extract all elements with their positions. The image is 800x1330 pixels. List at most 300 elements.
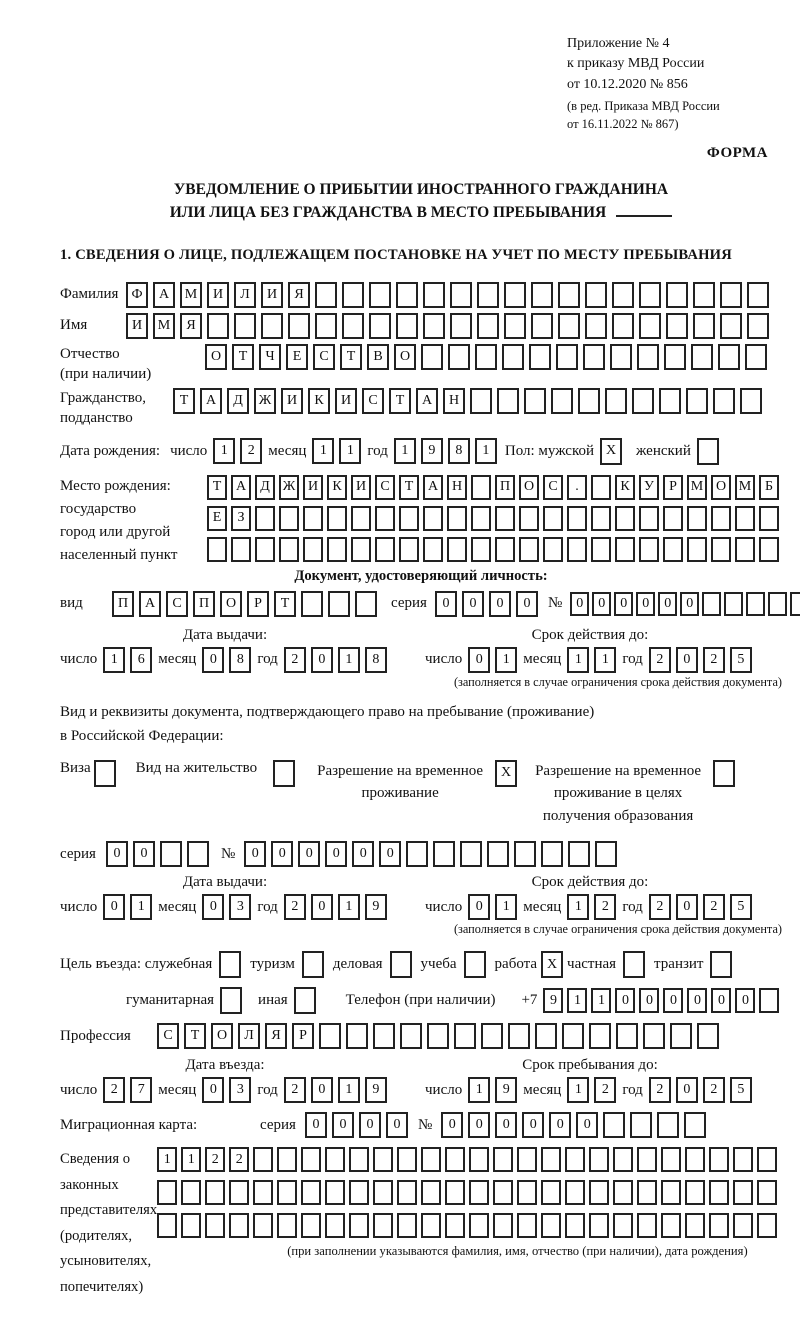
char-cell (157, 1213, 177, 1238)
doc-valid-until-heading: Срок действия до: (531, 626, 649, 643)
char-cell (663, 537, 683, 562)
char-cell: 0 (614, 592, 633, 616)
res-series-label: серия (60, 845, 96, 862)
char-cell: И (281, 388, 303, 414)
char-cell (691, 344, 713, 370)
header-line: Приложение № 4 (567, 36, 670, 51)
char-cell (693, 313, 715, 339)
char-cell: Б (759, 475, 779, 500)
char-cell (406, 841, 428, 867)
char-cell: 2 (284, 1077, 306, 1103)
char-cell (508, 1023, 530, 1049)
char-cell (567, 537, 587, 562)
char-cell (277, 1180, 297, 1205)
char-cell (253, 1147, 273, 1172)
doc-number-boxes (570, 592, 800, 616)
char-cell: 0 (639, 988, 659, 1013)
char-cell (351, 537, 371, 562)
char-cell: 0 (576, 1112, 598, 1138)
doc-kind-label: вид (60, 595, 83, 612)
char-cell: 0 (133, 841, 155, 867)
char-cell: А (139, 591, 161, 617)
char-cell (493, 1180, 513, 1205)
char-cell: Л (234, 282, 256, 308)
char-cell (603, 1112, 625, 1138)
char-cell (373, 1180, 393, 1205)
char-cell: 0 (658, 592, 677, 616)
char-cell (301, 1147, 321, 1172)
char-cell (657, 1112, 679, 1138)
char-cell (319, 1023, 341, 1049)
char-cell (346, 1023, 368, 1049)
char-cell (591, 537, 611, 562)
char-cell: 1 (338, 1077, 360, 1103)
char-cell (493, 1213, 513, 1238)
char-cell: Н (443, 388, 465, 414)
char-cell (390, 951, 412, 978)
char-cell: 1 (181, 1147, 201, 1172)
residence-permit-checkbox (273, 760, 295, 787)
char-cell (261, 313, 283, 339)
char-cell: 1 (103, 647, 125, 673)
char-cell (613, 1147, 633, 1172)
char-cell: Т (173, 388, 195, 414)
header-line: от 10.12.2020 № 856 (567, 76, 688, 92)
char-cell: 2 (649, 894, 671, 920)
char-cell (670, 1023, 692, 1049)
char-cell: 0 (735, 988, 755, 1013)
char-cell: 1 (567, 647, 589, 673)
char-cell (315, 282, 337, 308)
stay-until-heading: Срок пребывания до: (522, 1057, 658, 1074)
char-cell (433, 841, 455, 867)
char-cell (713, 760, 735, 787)
char-cell (558, 313, 580, 339)
res-series-boxes (106, 841, 209, 867)
char-cell (325, 1213, 345, 1238)
citizenship-label: Гражданство, подданство (60, 390, 147, 427)
doc-valid-note: (заполняется в случае ограничения срока действия документа) (453, 674, 782, 689)
char-cell: 0 (636, 592, 655, 616)
purpose-other-label: иная (258, 992, 288, 1009)
char-cell: 1 (567, 988, 587, 1013)
char-cell: 7 (130, 1077, 152, 1103)
res-valid-year-boxes (649, 894, 752, 920)
doc-number-label: № (547, 595, 563, 612)
char-cell (757, 1147, 777, 1172)
char-cell: Д (227, 388, 249, 414)
sex-female-label: женский (636, 442, 691, 459)
char-cell (747, 282, 769, 308)
char-cell: . (567, 475, 587, 500)
char-cell: 0 (489, 591, 511, 617)
char-cell (471, 506, 491, 531)
char-cell (471, 475, 491, 500)
char-cell (702, 592, 721, 616)
char-cell (487, 841, 509, 867)
char-cell (591, 506, 611, 531)
temp-residence-label: Разрешение на временное проживание (317, 762, 484, 802)
char-cell: М (735, 475, 755, 500)
char-cell: С (543, 475, 563, 500)
char-cell: 8 (229, 647, 251, 673)
char-cell (589, 1180, 609, 1205)
residence-doc-text: Вид и реквизиты документа, подтверждающего право на пребывание (проживание) в Российской Федерации: (60, 703, 595, 744)
char-cell (231, 537, 251, 562)
doc-series-boxes (435, 591, 538, 617)
char-cell: С (166, 591, 188, 617)
char-cell (342, 313, 364, 339)
birth-month-boxes (312, 438, 361, 464)
char-cell: Е (207, 506, 227, 531)
char-cell (475, 344, 497, 370)
name-boxes (126, 313, 769, 339)
char-cell: 1 (591, 988, 611, 1013)
doc-issue-day-boxes (103, 647, 152, 673)
char-cell: В (367, 344, 389, 370)
char-cell (615, 506, 635, 531)
char-cell (397, 1180, 417, 1205)
char-cell: С (157, 1023, 179, 1049)
purpose-transit-checkbox (710, 951, 732, 978)
doc-issue-month-boxes (202, 647, 251, 673)
char-cell (229, 1180, 249, 1205)
char-cell: К (615, 475, 635, 500)
phone-prefix: +7 (521, 992, 538, 1009)
char-cell (288, 313, 310, 339)
doc-issue-date-heading: Дата выдачи: (182, 626, 268, 643)
char-cell (445, 1147, 465, 1172)
char-cell (181, 1180, 201, 1205)
char-cell: Ч (259, 344, 281, 370)
char-cell (711, 537, 731, 562)
char-cell: 0 (332, 1112, 354, 1138)
purpose-row (60, 951, 782, 978)
month-label: месяц (268, 442, 307, 459)
char-cell: С (362, 388, 384, 414)
char-cell (469, 1147, 489, 1172)
res-issue-date-heading: Дата выдачи: (182, 874, 268, 891)
char-cell: 2 (703, 1077, 725, 1103)
char-cell (768, 592, 787, 616)
char-cell (301, 1213, 321, 1238)
char-cell: 0 (352, 841, 374, 867)
char-cell (301, 1180, 321, 1205)
char-cell (595, 841, 617, 867)
mc-series-boxes (305, 1112, 408, 1138)
char-cell: З (231, 506, 251, 531)
char-cell (697, 1023, 719, 1049)
char-cell: Т (184, 1023, 206, 1049)
char-cell (565, 1180, 585, 1205)
char-cell (565, 1213, 585, 1238)
doc-issue-year-boxes (284, 647, 387, 673)
res-issue-year-boxes (284, 894, 387, 920)
char-cell: 0 (202, 1077, 224, 1103)
char-cell (294, 987, 316, 1014)
char-cell: 0 (592, 592, 611, 616)
char-cell (400, 1023, 422, 1049)
char-cell (685, 1147, 705, 1172)
birth-place-labels: Место рождения: государство город или другой населенный пункт (60, 477, 178, 564)
char-cell: 0 (244, 841, 266, 867)
char-cell: 3 (229, 894, 251, 920)
char-cell (643, 1023, 665, 1049)
char-cell (517, 1213, 537, 1238)
char-cell: 1 (567, 894, 589, 920)
char-cell (301, 591, 323, 617)
char-cell: 0 (103, 894, 125, 920)
char-cell (423, 313, 445, 339)
char-cell: С (375, 475, 395, 500)
char-cell: 2 (703, 894, 725, 920)
char-cell: 0 (325, 841, 347, 867)
char-cell (450, 313, 472, 339)
char-cell: А (231, 475, 251, 500)
char-cell: 1 (157, 1147, 177, 1172)
char-cell (423, 282, 445, 308)
char-cell: О (211, 1023, 233, 1049)
char-cell: 0 (680, 592, 699, 616)
char-cell (421, 1180, 441, 1205)
char-cell (421, 1147, 441, 1172)
identity-doc-heading: Документ, удостоверяющий личность: (294, 567, 548, 584)
char-cell (630, 1112, 652, 1138)
char-cell (639, 537, 659, 562)
stay-year-boxes (649, 1077, 752, 1103)
char-cell: 0 (202, 894, 224, 920)
char-cell (613, 1213, 633, 1238)
char-cell: А (416, 388, 438, 414)
char-cell (637, 1147, 657, 1172)
surname-label: Фамилия (60, 286, 119, 303)
char-cell: 1 (394, 438, 416, 464)
purpose-transit-label: транзит (654, 956, 704, 973)
char-cell (445, 1180, 465, 1205)
char-cell (562, 1023, 584, 1049)
char-cell: Л (238, 1023, 260, 1049)
form-title-line1: УВЕДОМЛЕНИЕ О ПРИБЫТИИ ИНОСТРАННОГО ГРАЖДАНИНА (173, 181, 669, 199)
char-cell: А (200, 388, 222, 414)
char-cell (529, 344, 551, 370)
char-cell: 8 (448, 438, 470, 464)
char-cell (740, 388, 762, 414)
char-cell: 1 (567, 1077, 589, 1103)
char-cell: 0 (202, 647, 224, 673)
char-cell: 2 (649, 1077, 671, 1103)
char-cell: 1 (339, 438, 361, 464)
char-cell: П (112, 591, 134, 617)
char-cell: Ж (254, 388, 276, 414)
char-cell: О (519, 475, 539, 500)
char-cell (397, 1147, 417, 1172)
char-cell: Т (274, 591, 296, 617)
char-cell (543, 537, 563, 562)
char-cell: 0 (495, 1112, 517, 1138)
char-cell: 0 (359, 1112, 381, 1138)
char-cell: 0 (570, 592, 589, 616)
char-cell (205, 1213, 225, 1238)
char-cell: 0 (676, 1077, 698, 1103)
char-cell (349, 1180, 369, 1205)
char-cell (585, 313, 607, 339)
char-cell (517, 1147, 537, 1172)
char-cell (369, 282, 391, 308)
year-label: год (367, 442, 388, 459)
char-cell (616, 1023, 638, 1049)
stay-month-boxes (567, 1077, 616, 1103)
char-cell (613, 1180, 633, 1205)
char-cell: К (327, 475, 347, 500)
char-cell: 2 (594, 894, 616, 920)
char-cell (567, 506, 587, 531)
char-cell (591, 475, 611, 500)
entry-month-boxes (202, 1077, 251, 1103)
char-cell (612, 282, 634, 308)
char-cell: Р (663, 475, 683, 500)
char-cell (460, 841, 482, 867)
char-cell (637, 1180, 657, 1205)
char-cell: 5 (730, 894, 752, 920)
char-cell (747, 313, 769, 339)
char-cell (187, 841, 209, 867)
char-cell: С (313, 344, 335, 370)
char-cell (328, 591, 350, 617)
char-cell (661, 1147, 681, 1172)
char-cell (661, 1180, 681, 1205)
purpose-tourism-checkbox (302, 951, 324, 978)
char-cell (685, 1180, 705, 1205)
char-cell (423, 506, 443, 531)
char-cell (663, 506, 683, 531)
char-cell (229, 1213, 249, 1238)
char-cell: 0 (271, 841, 293, 867)
char-cell: 2 (284, 894, 306, 920)
char-cell: И (207, 282, 229, 308)
char-cell (396, 313, 418, 339)
char-cell: Т (340, 344, 362, 370)
char-cell (639, 282, 661, 308)
char-cell: 0 (106, 841, 128, 867)
char-cell (610, 344, 632, 370)
char-cell (718, 344, 740, 370)
char-cell (790, 592, 800, 616)
char-cell (558, 282, 580, 308)
char-cell (375, 506, 395, 531)
char-cell (664, 344, 686, 370)
char-cell (220, 987, 242, 1014)
char-cell (427, 1023, 449, 1049)
char-cell: Т (389, 388, 411, 414)
purpose-tourism-label: туризм (250, 956, 295, 973)
char-cell (639, 506, 659, 531)
char-cell (349, 1213, 369, 1238)
guardians-labels: Сведения о законных представителях (родителях, усыновителях, попечителях) (60, 1151, 158, 1295)
char-cell: М (153, 313, 175, 339)
mc-number-boxes (441, 1112, 706, 1138)
char-cell (277, 1147, 297, 1172)
char-cell (639, 313, 661, 339)
char-cell: 1 (468, 1077, 490, 1103)
char-cell: 2 (229, 1147, 249, 1172)
char-cell: 8 (365, 647, 387, 673)
char-cell: И (335, 388, 357, 414)
profession-label: Профессия (60, 1027, 131, 1044)
char-cell (720, 313, 742, 339)
char-cell (687, 506, 707, 531)
purpose-work-label: работа (494, 956, 538, 973)
char-cell (94, 760, 116, 787)
char-cell (355, 591, 377, 617)
char-cell (514, 841, 536, 867)
char-cell: Ж (279, 475, 299, 500)
char-cell (234, 313, 256, 339)
birth-year-boxes (394, 438, 497, 464)
char-cell (531, 282, 553, 308)
char-cell: 9 (543, 988, 563, 1013)
char-cell (759, 537, 779, 562)
char-cell: Е (286, 344, 308, 370)
char-cell (759, 988, 779, 1013)
res-valid-until-heading: Срок действия до: (531, 874, 649, 891)
char-cell: X (495, 760, 517, 787)
sex-male-label: Пол: мужской (504, 442, 595, 459)
phone-row (60, 987, 782, 1014)
char-cell (181, 1213, 201, 1238)
char-cell (469, 1213, 489, 1238)
entry-year-boxes (284, 1077, 387, 1103)
char-cell (302, 951, 324, 978)
char-cell (623, 951, 645, 978)
char-cell (342, 282, 364, 308)
char-cell: 2 (649, 647, 671, 673)
char-cell: 9 (421, 438, 443, 464)
char-cell: О (394, 344, 416, 370)
char-cell: 1 (213, 438, 235, 464)
char-cell (495, 506, 515, 531)
char-cell (697, 438, 719, 465)
char-cell (565, 1147, 585, 1172)
char-cell (543, 506, 563, 531)
char-cell: 2 (103, 1077, 125, 1103)
char-cell: 5 (730, 1077, 752, 1103)
char-cell: 0 (676, 647, 698, 673)
char-cell (207, 313, 229, 339)
char-cell: 0 (468, 894, 490, 920)
char-cell (303, 506, 323, 531)
char-cell (757, 1213, 777, 1238)
char-cell (693, 282, 715, 308)
char-cell: Я (288, 282, 310, 308)
char-cell (445, 1213, 465, 1238)
char-cell (375, 537, 395, 562)
profession-boxes (157, 1023, 719, 1049)
char-cell (583, 344, 605, 370)
phone-boxes (543, 988, 779, 1013)
char-cell (477, 313, 499, 339)
char-cell (325, 1147, 345, 1172)
char-cell: Т (399, 475, 419, 500)
char-cell: 0 (549, 1112, 571, 1138)
doc-valid-year-boxes (649, 647, 752, 673)
char-cell (493, 1147, 513, 1172)
char-cell: 6 (130, 647, 152, 673)
char-cell (724, 592, 743, 616)
char-cell: 0 (676, 894, 698, 920)
char-cell: X (541, 951, 563, 978)
char-cell (447, 537, 467, 562)
guardians-note: (при заполнении указываются фамилия, имя, отчество (при наличии), дата рождения) (287, 1244, 748, 1259)
